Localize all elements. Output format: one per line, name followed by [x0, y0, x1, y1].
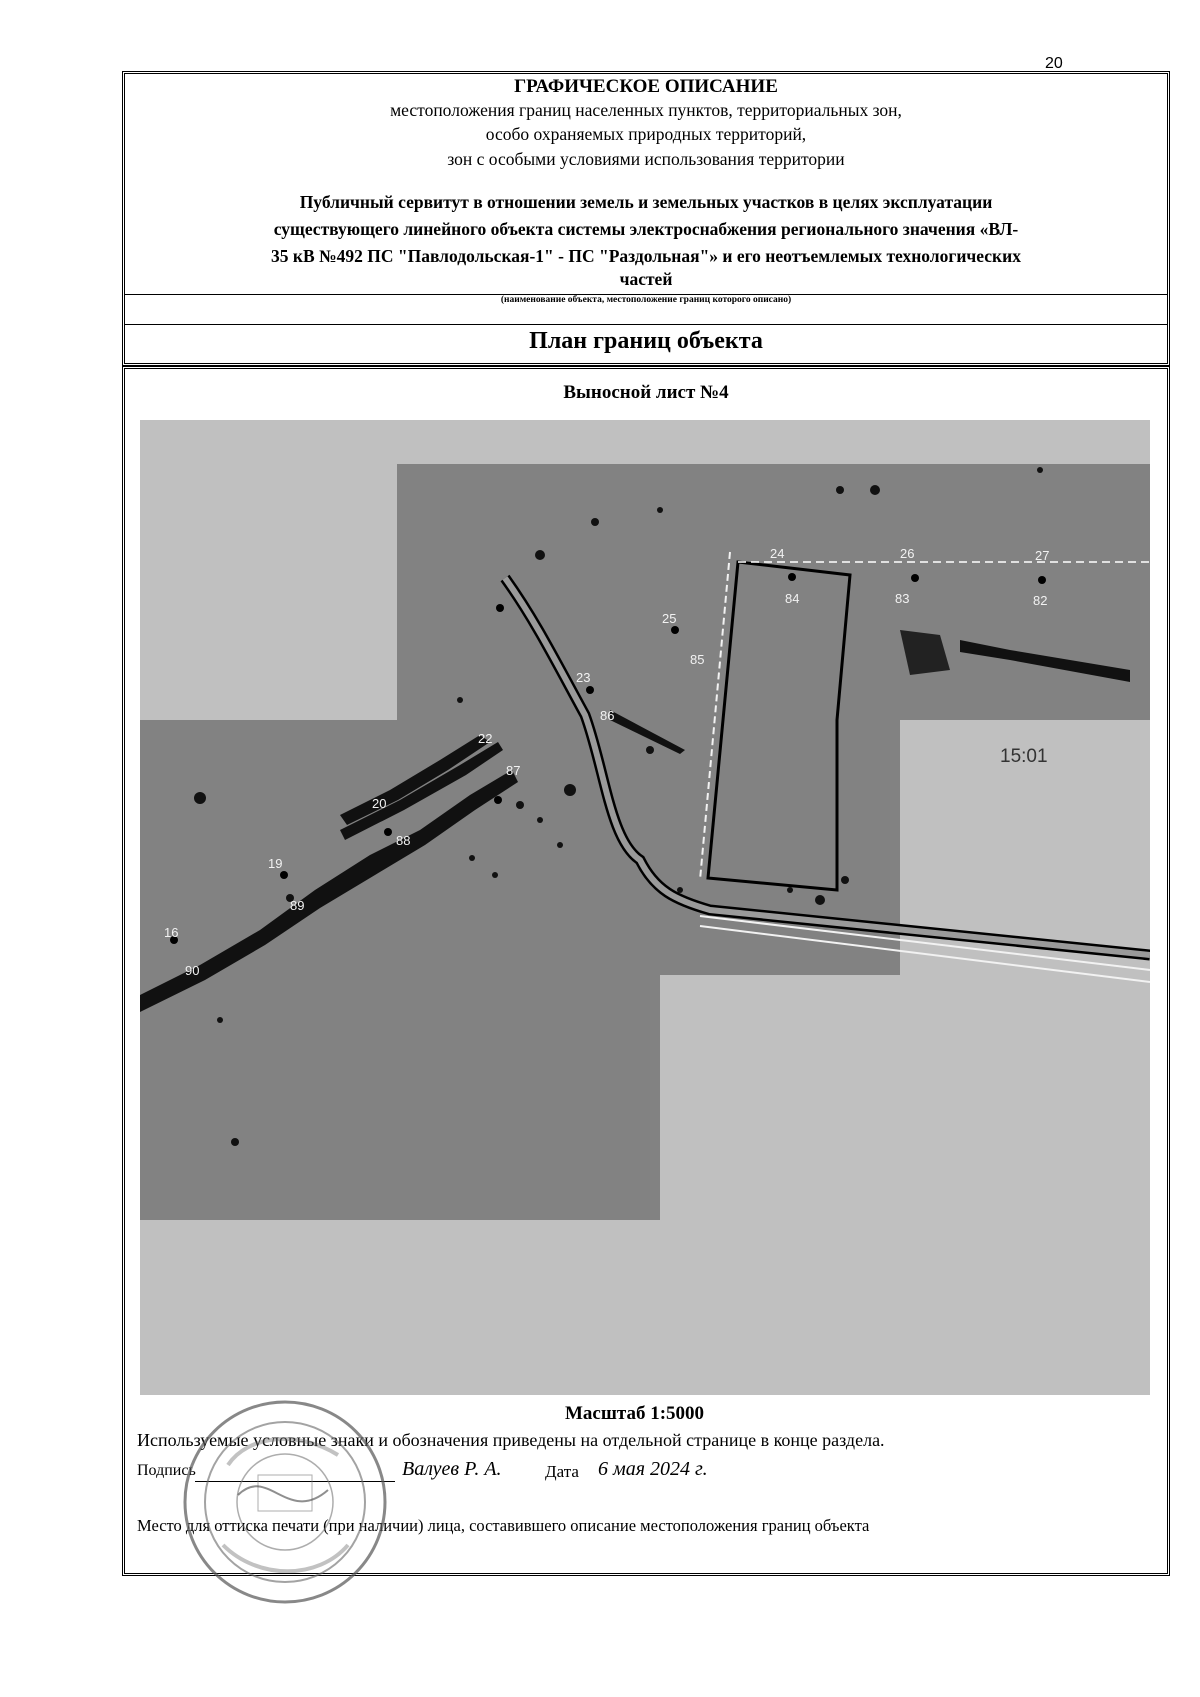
point-label-88: 88	[396, 833, 411, 848]
point-label-19: 19	[268, 856, 283, 871]
point-label-16: 16	[164, 925, 179, 940]
point-label-85: 85	[690, 652, 705, 667]
signature-label: Подпись	[137, 1462, 196, 1479]
point-label-90: 90	[185, 963, 200, 978]
stamp-place-note: Место для оттиска печати (при наличии) лица, составившего описание местоположения границ объекта	[137, 1516, 870, 1535]
document-title: ГРАФИЧЕСКОЕ ОПИСАНИЕ	[514, 76, 778, 97]
point-label-89: 89	[290, 898, 305, 913]
point-label-87: 87	[506, 763, 521, 778]
header-frame	[122, 71, 1170, 366]
point-label-84: 84	[785, 591, 800, 606]
legend-note: Используемые условные знаки и обозначения приведены на отдельной странице в конце раздела.	[137, 1430, 885, 1450]
object-line-2: существующего линейного объекта системы электроснабжения регионального значения «ВЛ-	[273, 219, 1019, 239]
boundary-map	[140, 420, 1150, 1395]
signer-name: Валуев Р. А.	[402, 1458, 502, 1480]
page-number: 20	[1045, 55, 1063, 72]
subtitle-line-1: местоположения границ населенных пунктов, территориальных зон,	[390, 100, 902, 120]
date-label: Дата	[545, 1462, 579, 1481]
point-label-27: 27	[1035, 548, 1050, 563]
point-label-23: 23	[576, 670, 591, 685]
point-label-82: 82	[1033, 593, 1048, 608]
scale-label: Масштаб 1:5000	[565, 1403, 705, 1424]
imagery-dark-area	[140, 464, 1150, 1220]
point-label-25: 25	[662, 611, 677, 626]
round-seal-stamp	[178, 1395, 393, 1610]
object-line-4: частей	[619, 269, 673, 289]
object-caption: (наименование объекта, местоположение границ которого описано)	[500, 295, 792, 305]
map-time-label: 15:01	[1000, 746, 1048, 767]
object-line-1: Публичный сервитут в отношении земель и земельных участков в целях эксплуатации	[299, 192, 993, 212]
subtitle-line-2: особо охраняемых природных территорий,	[485, 124, 807, 144]
subtitle-line-3: зон с особыми условиями использования территории	[447, 149, 845, 169]
point-label-24: 24	[770, 546, 785, 561]
point-label-26: 26	[900, 546, 915, 561]
section-title: План границ объекта	[529, 328, 763, 354]
point-label-20: 20	[372, 796, 387, 811]
sheet-title: Выносной лист №4	[563, 382, 729, 403]
object-line-3: 35 кВ №492 ПС "Павлодольская-1" - ПС "Раздольная"» и его неотъемлемых технологических	[271, 246, 1021, 266]
point-label-83: 83	[895, 591, 910, 606]
point-label-22: 22	[478, 731, 493, 746]
date-value: 6 мая 2024 г.	[598, 1458, 708, 1480]
point-label-86: 86	[600, 708, 615, 723]
map-drawing	[140, 420, 1150, 1395]
header-divider-2	[125, 324, 1167, 325]
